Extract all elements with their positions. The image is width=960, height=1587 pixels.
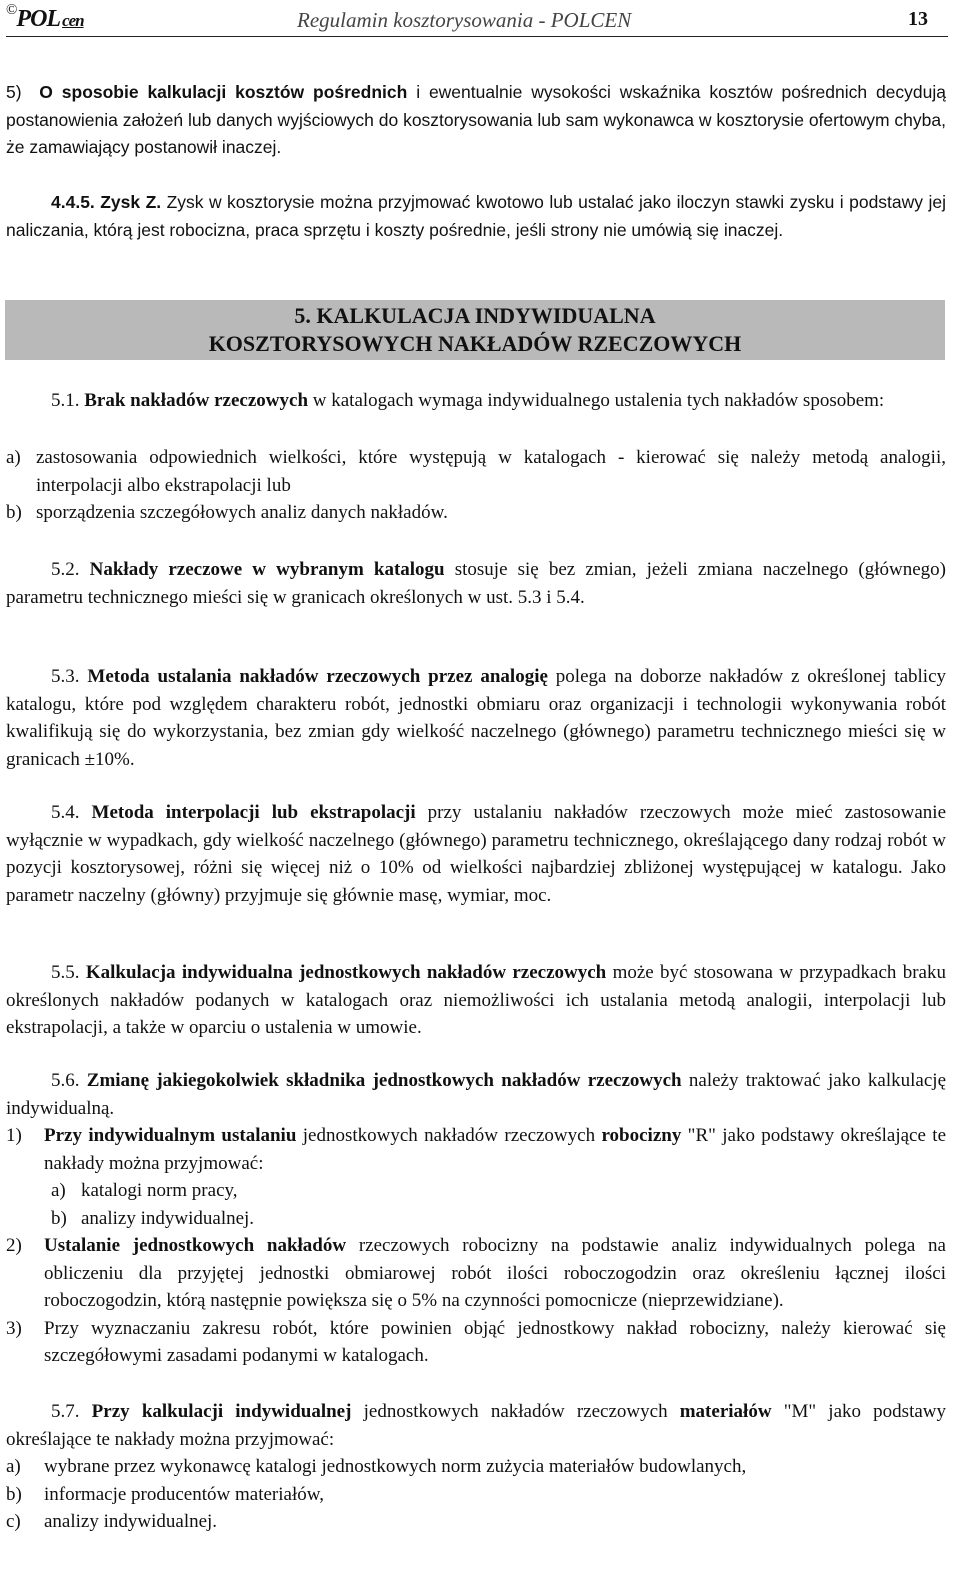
list-item — [6, 444, 946, 499]
list-item-text — [44, 1232, 946, 1315]
paragraph-5-text: i ewentualnie wysokości wskaźnika kosztów pośrednich decydują postanowienia założeń lub danych wyjściowych do kosztorysowania lub sam wykonawca w kosztorysie ofertowym chyba, że zamawiający postanowił inaczej. — [6, 82, 946, 157]
paragraph-4-4-5 — [6, 189, 946, 244]
paragraph-5-5-lead: Kalkulacja indywidualna jednostkowych nakładów rzeczowych — [85, 962, 607, 983]
paragraph-5-2 — [6, 556, 946, 611]
list-item-tail: "R" jako podstawy określające te nakłady można przyjmować: — [44, 1125, 946, 1174]
list-item-label: 2) — [6, 1235, 22, 1256]
paragraph-5-6-number: 5.6. — [51, 1070, 80, 1091]
list-item-label: 1) — [6, 1125, 22, 1146]
polcen-logo — [6, 2, 84, 33]
paragraph-5-3 — [6, 663, 946, 773]
list-item-lead: Ustalanie jednostkowych nakładów — [44, 1235, 347, 1256]
list-item — [6, 1232, 946, 1315]
paragraph-5-7-tail: "M" jako podstawy określające te nakłady można przyjmować: — [6, 1401, 946, 1450]
paragraph-5-7-list — [6, 1453, 946, 1536]
paragraph-5-2-lead: Nakłady rzeczowe w wybranym katalogu — [89, 559, 445, 580]
list-item-bold: robocizny — [601, 1125, 682, 1146]
paragraph-5 — [6, 79, 946, 162]
paragraph-5-2-text: stosuje się bez zmian, jeżeli zmiana naczelnego (głównego) parametru technicznego mieści się w granicach określonych w ust. 5.3 i 5.4. — [6, 559, 947, 608]
list-item-label: a) — [6, 1456, 21, 1477]
paragraph-4-4-5-text: Zysk w kosztorysie można przyjmować kwotowo lub ustalać jako iloczyn stawki zysku i podstawy jej naliczania, którą jest robocizna, praca sprzętu i koszty pośrednie, jeśli strony nie umówią się inaczej. — [6, 192, 946, 240]
logo-text: POL — [16, 6, 61, 32]
sub-list-item — [6, 1205, 946, 1233]
paragraph-5-5-number: 5.5. — [51, 962, 80, 983]
list-item-text: informacje producentów materiałów, — [44, 1483, 324, 1505]
paragraph-5-4-text: przy ustalaniu nakładów rzeczowych może mieć zastosowanie wyłącznie w wypadkach, gdy wielkość naczelnego (głównego) parametru technicznego, określającego dany rodzaj robót w pozycji kosztorysowej, różni się więcej niż o 10% od wielkości najbardziej zbliżonej występującej w katalogu. Jako parametr naczelny (główny) przyjmuje się głównie masę, wymiar, moc. — [6, 802, 947, 906]
logo-suffix: cen — [62, 11, 84, 30]
paragraph-5-6 — [6, 1067, 946, 1122]
paragraph-5-1-text: w katalogach wymaga indywidualnego ustalenia tych nakładów sposobem: — [308, 390, 885, 411]
list-item — [6, 1481, 946, 1509]
section-heading-line1: 5. KALKULACJA INDYWIDUALNA — [294, 303, 656, 328]
paragraph-5-1 — [6, 387, 946, 415]
paragraph-5-7-bold: materiałów — [679, 1401, 772, 1422]
paragraph-5-3-number: 5.3. — [51, 666, 80, 687]
list-item-text: sporządzenia szczegółowych analiz danych nakładów. — [36, 502, 448, 523]
paragraph-5-3-text: polega na doborze nakładów z określonej tablicy katalogu, które pod względem charakteru robót, jednostki obmiaru oraz organizacji i technologii wykonywania robót kwalifikują się do wykorzystania, bez zmian gdy wielkość naczelnego (głównego) parametru technicznego mieści się w granicach ±10%. — [6, 666, 947, 770]
list-item — [6, 499, 946, 527]
sub-list-item-label: a) — [51, 1180, 66, 1201]
section-heading-line2: KOSZTORYSOWYCH NAKŁADÓW RZECZOWYCH — [208, 331, 742, 356]
paragraph-5-1-list — [6, 444, 946, 527]
paragraph-5-6-text: należy traktować jako kalkulację indywidualną. — [6, 1070, 947, 1119]
list-item-lead: Przy indywidualnym ustalaniu — [44, 1125, 297, 1146]
copyright-mark: © — [6, 2, 17, 18]
page-header — [6, 2, 948, 37]
sub-list-item-label: b) — [51, 1207, 67, 1229]
section-heading — [5, 300, 945, 360]
list-item-label: 3) — [6, 1317, 22, 1339]
paragraph-4-4-5-lead: 4.4.5. Zysk Z. — [51, 192, 162, 212]
paragraph-5-3-lead: Metoda ustalania nakładów rzeczowych przez analogię — [87, 666, 548, 687]
list-item-text — [44, 1122, 946, 1177]
list-item — [6, 1508, 946, 1536]
page-number: 13 — [908, 8, 928, 30]
list-item-text: zastosowania odpowiednich wielkości, które występują w katalogach - kierować się należy metodą analogii, interpolacji albo ekstrapolacji lub — [36, 447, 946, 496]
header-title: Regulamin kosztorysowania - POLCEN — [297, 8, 632, 32]
list-item-label: b) — [6, 1483, 22, 1505]
list-item-mid: jednostkowych nakładów rzeczowych — [296, 1125, 602, 1146]
paragraph-5-label: 5) — [6, 82, 22, 102]
paragraph-5-5-text: może być stosowana w przypadkach braku określonych nakładów podanych w katalogach oraz niemożliwości ich ustalania metodą analogii, interpolacji lub ekstrapolacji, a także w oparciu o ustalenia w umowie. — [6, 962, 946, 1038]
list-item — [6, 1453, 946, 1481]
list-item-text: Przy wyznaczaniu zakresu robót, które powinien objąć jednostkowy nakład robocizny, należy kierować się szczegółowymi zasadami podanymi w katalogach. — [44, 1317, 946, 1366]
paragraph-5-4-number: 5.4. — [51, 802, 80, 823]
paragraph-5-lead: O sposobie kalkulacji kosztów pośrednich — [39, 82, 408, 102]
list-item — [6, 1122, 946, 1177]
list-item-text: wybrane przez wykonawcę katalogi jednostkowych norm zużycia materiałów budowlanych, — [44, 1456, 747, 1477]
paragraph-5-4-lead: Metoda interpolacji lub ekstrapolacji — [91, 802, 416, 823]
sub-list-item-text: katalogi norm pracy, — [81, 1180, 238, 1201]
paragraph-5-7 — [6, 1398, 946, 1453]
paragraph-5-6-lead: Zmianę jakiegokolwiek składnika jednostkowych nakładów rzeczowych — [86, 1070, 682, 1091]
paragraph-5-2-number: 5.2. — [51, 559, 80, 580]
paragraph-5-7-number: 5.7. — [51, 1401, 80, 1422]
paragraph-5-6-list — [6, 1122, 946, 1370]
list-item-label: b) — [6, 502, 22, 523]
list-item-text: analizy indywidualnej. — [44, 1511, 218, 1532]
paragraph-5-1-lead: Brak nakładów rzeczowych — [84, 390, 309, 411]
list-item — [6, 1315, 946, 1370]
paragraph-5-1-number: 5.1. — [51, 390, 80, 411]
paragraph-5-7-lead: Przy kalkulacji indywidualnej — [91, 1401, 352, 1422]
paragraph-5-4 — [6, 799, 946, 909]
sub-list-item — [6, 1177, 946, 1205]
list-item-label: c) — [6, 1511, 21, 1532]
sub-list-item-text: analizy indywidualnej. — [81, 1207, 255, 1229]
paragraph-5-7-mid: jednostkowych nakładów rzeczowych — [351, 1401, 680, 1422]
paragraph-5-5 — [6, 959, 946, 1042]
list-item-body: rzeczowych robocizny na podstawie analiz indywidualnych polega na obliczeniu dla przyjętej jednostki obmiarowej robót ilości roboczogodzin oraz określeniu łącznej ilości roboczogodzin, którą następnie powiększa się o 5% na czynności pomocnicze (nieprzewidziane). — [44, 1235, 946, 1311]
list-item-label: a) — [6, 447, 21, 468]
